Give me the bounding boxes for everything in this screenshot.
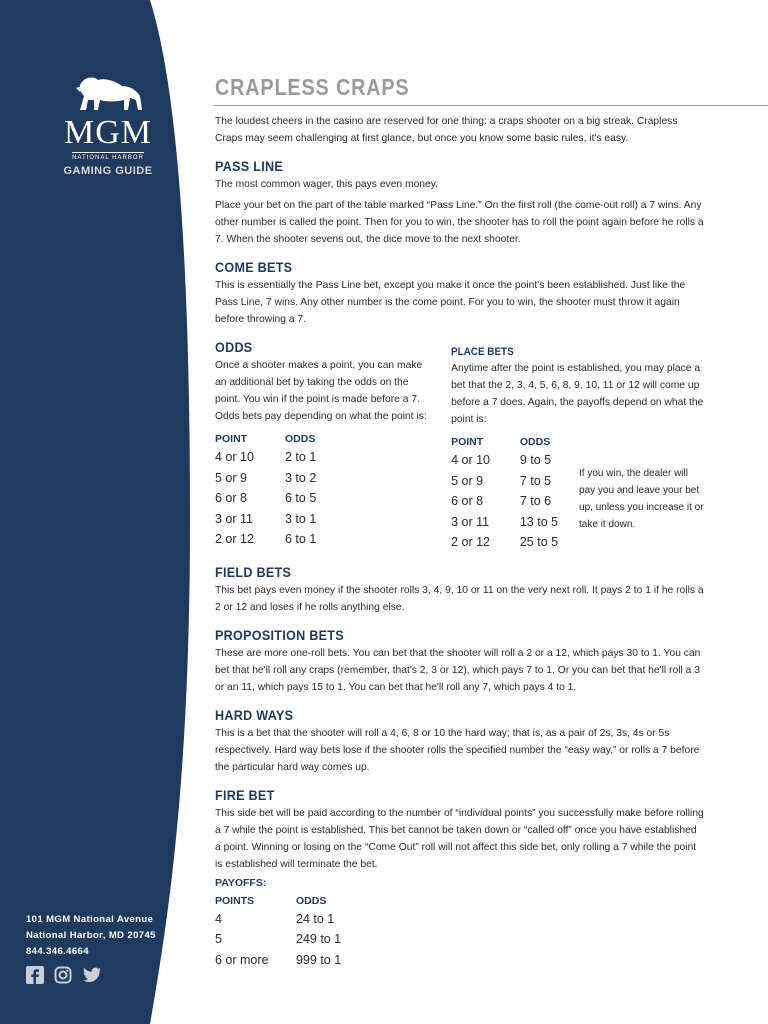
table-cell: 6 to 5	[285, 491, 317, 506]
table-row	[215, 468, 345, 489]
address-block	[26, 912, 156, 960]
table-row	[215, 447, 345, 468]
table-cell: 3 or 11	[451, 514, 490, 529]
table-cell: 2 or 12	[451, 535, 490, 550]
logo-subtext: NATIONAL HARBOR	[72, 152, 144, 161]
pass-line-text: Place your bet on the part of the table marked “Pass Line.” On the first roll (the come-out roll) a 7 wins. Any other number is called the point. Then for you to win, the shooter has to roll the point again before he rolls a 7. When the shooter sevens out, the dice move to the next shooter.	[215, 200, 704, 245]
payoffs-label: PAYOFFS:	[215, 876, 267, 889]
column-header: POINT	[451, 436, 484, 448]
twitter-icon[interactable]	[82, 966, 100, 984]
table-cell: 25 to 5	[519, 535, 559, 550]
odds-place-columns	[215, 328, 705, 553]
table-header-row	[215, 425, 345, 447]
place-bets-heading: PLACE BETS	[451, 346, 514, 358]
main-content	[215, 74, 705, 970]
come-bets-text: This is essentially the Pass Line bet, except you make it once the point's been established. Just like the Pass Line, 7 wins. Any other number is the come point. For you to win, the shooter must throw it again before throwing a 7.	[215, 280, 686, 325]
table-cell: 7 to 5	[519, 473, 552, 488]
place-bets-table-wrap	[451, 428, 705, 553]
table-cell: 4 or 10	[451, 453, 490, 468]
place-bets-table	[451, 428, 579, 553]
table-row	[215, 929, 356, 950]
place-bets-note: If you win, the dealer will pay you and leave your bet up, unless you increase it or take it down.	[579, 468, 704, 530]
odds-text: Once a shooter makes a point, you can make an additional bet by taking the odds on the point. You win if the point is made before a 7. Odds bets pay depending on what the point is:	[215, 360, 427, 422]
table-cell: 2 or 12	[215, 532, 254, 547]
table-cell: 5 or 9	[215, 470, 247, 485]
column-header: POINTS	[215, 894, 255, 907]
pass-line-text: The most common wager, this pays even money.	[215, 179, 439, 190]
table-cell: 6 or more	[215, 952, 269, 967]
column-header: ODDS	[519, 436, 551, 448]
table-cell: 5 or 9	[451, 473, 484, 488]
table-row	[451, 450, 579, 471]
table-cell: 7 to 6	[519, 494, 552, 509]
table-cell: 6 or 8	[215, 491, 247, 506]
table-row	[451, 512, 579, 533]
odds-column	[215, 328, 434, 553]
table-row	[451, 491, 579, 512]
intro-text: The loudest cheers in the casino are reserved for one thing: a craps shooter on a big streak. Crapless Craps may seem challenging at first glance, but once you know some basic rules, it's easy.	[215, 116, 678, 144]
address-line: 101 MGM National Avenue	[26, 914, 154, 925]
facebook-icon[interactable]	[26, 966, 44, 984]
odds-heading: ODDS	[215, 339, 253, 355]
instagram-icon[interactable]	[54, 966, 72, 984]
table-row	[215, 909, 356, 930]
table-cell: 3 or 11	[215, 511, 253, 526]
odds-table	[215, 425, 345, 550]
table-cell: 5	[215, 932, 222, 947]
field-bets-heading: FIELD BETS	[215, 563, 292, 580]
phone-number: 844.346.4664	[26, 946, 89, 957]
pass-line-heading: PASS LINE	[215, 158, 284, 174]
column-header: ODDS	[285, 433, 316, 445]
table-cell: 2 to 1	[285, 450, 317, 465]
table-cell: 13 to 5	[519, 514, 559, 529]
place-bets-text: Anytime after the point is established, you may place a bet that the 2, 3, 4, 5, 6, 8, 9, 10, 11 or 12 will come up before a 7 does. Again, the payoffs depend on what the point is:	[451, 363, 704, 425]
table-header-row	[451, 428, 579, 450]
fire-bet-text: This side bet will be paid according to the number of “individual points” you successfully make before rolling a 7 while the point is established. This bet cannot be taken down or “called off” once you have established a point. Winning or losing on the “Come Out” roll will not affect this side bet, only rolling a 7 while the point is established will terminate the bet.	[215, 807, 704, 870]
table-row	[215, 509, 345, 530]
proposition-bets-heading: PROPOSITION BETS	[215, 626, 344, 643]
logo-text: MGM	[63, 114, 153, 151]
social-links	[26, 966, 100, 984]
table-cell: 249 to 1	[296, 932, 342, 947]
gaming-guide-label: GAMING GUIDE	[63, 165, 153, 177]
come-bets-heading: COME BETS	[215, 259, 293, 275]
lion-icon	[70, 74, 146, 114]
mgm-logo	[60, 74, 156, 177]
table-cell: 24 to 1	[296, 911, 335, 926]
table-cell: 4	[215, 911, 222, 926]
table-header-row	[215, 889, 356, 909]
page-title: CRAPLESS CRAPS	[215, 74, 410, 100]
table-row	[215, 529, 345, 550]
field-bets-text: This bet pays even money if the shooter rolls 3, 4, 9, 10 or 11 on the very next roll. It pays 2 to 1 if he rolls a 2 or 12 and loses if he rolls anything else.	[215, 584, 704, 613]
place-bets-column	[451, 328, 705, 553]
hard-ways-heading: HARD WAYS	[215, 706, 294, 723]
table-cell: 9 to 5	[519, 453, 552, 468]
proposition-bets-text: These are more one-roll bets. You can bet that the shooter will roll a 2 or a 12, which pays 30 to 1. You can bet that he'll roll any craps (remember, that's 2, 3 or 12), which pays 7 to 1. Or you can bet that he'll roll a 3 or an 11, which pays 15 to 1. You can bet that he'll roll any 7, which pays 4 to 1.	[215, 647, 701, 693]
table-cell: 4 or 10	[215, 450, 254, 465]
table-cell: 999 to 1	[296, 952, 342, 967]
column-header: ODDS	[296, 894, 327, 907]
table-row	[215, 950, 356, 971]
table-row	[451, 532, 579, 553]
table-cell: 3 to 2	[285, 470, 317, 485]
fire-bet-payoffs-table	[215, 889, 356, 971]
table-cell: 3 to 1	[285, 511, 317, 526]
address-line: National Harbor, MD 20745	[26, 930, 156, 941]
column-header: POINT	[215, 433, 248, 445]
table-row	[215, 488, 345, 509]
table-cell: 6 to 1	[285, 532, 317, 547]
fire-bet-heading: FIRE BET	[215, 786, 275, 803]
table-cell: 6 or 8	[451, 494, 484, 509]
table-row	[451, 471, 579, 492]
hard-ways-text: This is a bet that the shooter will roll a 4, 6, 8 or 10 the hard way; that is, as a pair of 2s, 3s, 4s or 5s respectively. Hard way bets lose if the shooter rolls the specified number the “easy way,” or rolls a 7 before the particular hard way comes up.	[215, 727, 700, 773]
